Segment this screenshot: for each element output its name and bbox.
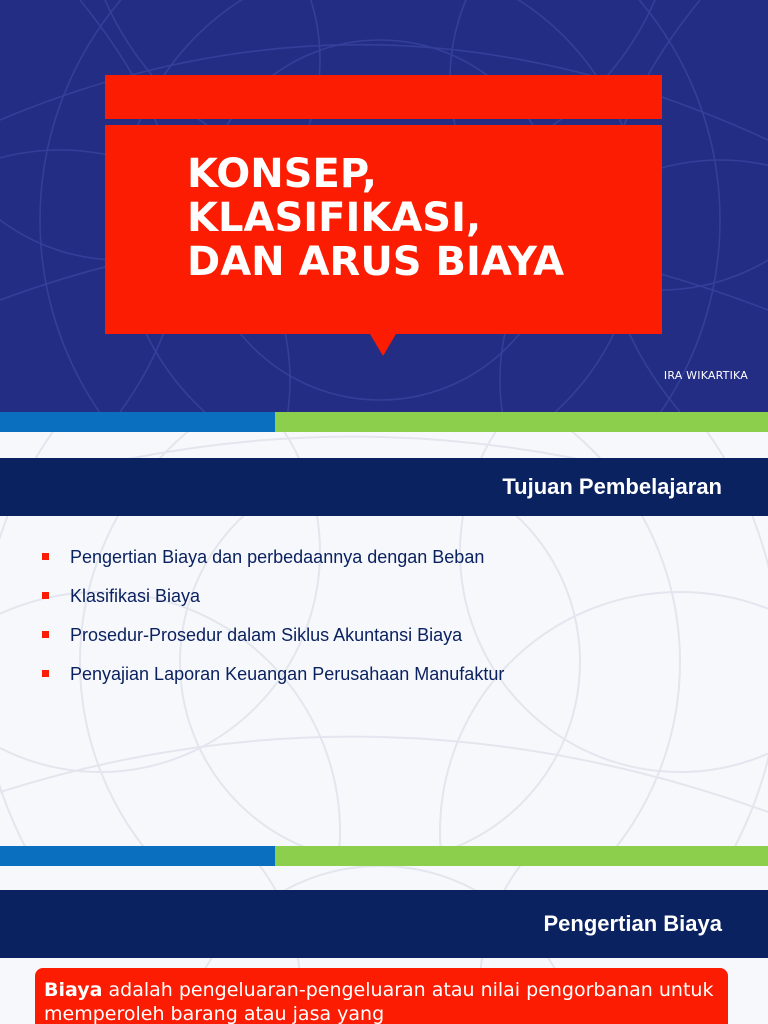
definition-callout-box [35, 968, 728, 1024]
bullet-square-icon [42, 592, 49, 599]
section-header-bar [0, 458, 768, 516]
list-item-text: Prosedur-Prosedur dalam Siklus Akuntansi Biaya [70, 625, 463, 645]
color-stripe [0, 412, 768, 432]
definition-body: adalah pengeluaran-pengeluaran atau nilai pengorbanan untuk memperoleh barang atau jasa yang [44, 979, 714, 1024]
objectives-slide [0, 432, 768, 866]
list-item-text: Pengertian Biaya dan perbedaannya dengan Beban [70, 547, 485, 567]
callout-pointer [370, 334, 396, 356]
stripe-blue-segment [0, 412, 275, 432]
definition-slide [0, 866, 768, 1024]
stripe-blue-segment [0, 846, 275, 866]
bullet-square-icon [42, 553, 49, 560]
bullet-square-icon [42, 670, 49, 677]
stripe-green-segment [275, 412, 768, 432]
section-header-title: Pengertian Biaya [543, 911, 722, 936]
title-accent-bar [105, 75, 662, 119]
definition-text [44, 978, 714, 1024]
bullet-square-icon [42, 631, 49, 638]
slide-title-line-3: DAN ARUS BIAYA [187, 239, 565, 285]
slide-title-line-1: KONSEP, [187, 151, 377, 197]
slide-title-line-2: KLASIFIKASI, [187, 195, 482, 241]
title-slide [0, 0, 768, 432]
author-name: IRA WIKARTIKA [663, 369, 748, 382]
color-stripe [0, 846, 768, 866]
stripe-green-segment [275, 846, 768, 866]
section-header-title: Tujuan Pembelajaran [502, 474, 722, 499]
list-item-text: Penyajian Laporan Keuangan Perusahaan Manufaktur [70, 664, 505, 684]
list-item-text: Klasifikasi Biaya [70, 586, 201, 606]
section-header-bar [0, 890, 768, 958]
definition-term: Biaya [44, 979, 103, 1001]
